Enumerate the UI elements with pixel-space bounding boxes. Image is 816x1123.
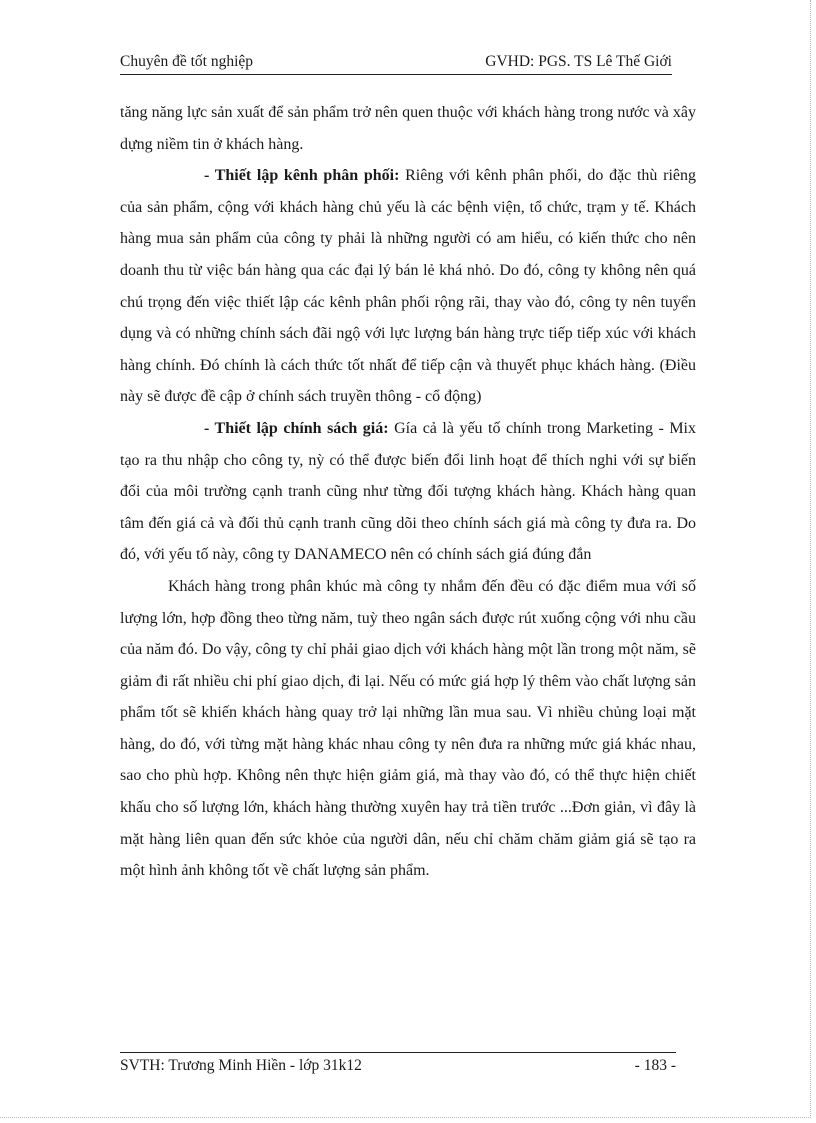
body-text xyxy=(120,97,696,887)
paragraph-distribution xyxy=(120,160,696,413)
paragraph-pricing xyxy=(120,413,696,571)
page-header xyxy=(120,52,672,74)
pricing-heading: - Thiết lập chính sách giá: xyxy=(204,419,389,437)
distribution-heading: - Thiết lập kênh phân phối: xyxy=(204,167,400,185)
page-number: - 183 - xyxy=(634,1057,676,1074)
header-advisor: GVHD: PGS. TS Lê Thế Giới xyxy=(485,53,672,70)
footer-rule xyxy=(120,1052,676,1053)
page-footer xyxy=(120,1052,676,1078)
distribution-text: Riêng với kênh phân phối, do đặc thù riêng của sản phẩm, cộng với khách hàng chủ yếu là các bệnh viện, tổ chức, trạm y tế. Khách hàng mua sản phẩm của công ty phải là những người có am hiểu, có kiến thức cho nên doanh thu từ việc bán hàng qua các đại lý bán lẻ khá nhỏ. Do đó, công ty không nên quá chú trọng đến việc thiết lập các kênh phân phối rộng rãi, thay vào đó, công ty nên tuyển dụng và có những chính sách đãi ngộ với lực lượng bán hàng trực tiếp tiếp xúc với khách hàng chính. Đó chính là cách thức tốt nhất để tiếp cận và thuyết phục khách hàng. (Điều này sẽ được đề cập ở chính sách truyền thông - cổ động) xyxy=(120,167,697,406)
header-document-title: Chuyên đề tốt nghiệp xyxy=(120,53,254,70)
paragraph-1: tăng năng lực sản xuất để sản phẩm trở nên quen thuộc với khách hàng trong nước và xây dựng niềm tin ở khách hàng. xyxy=(120,104,696,153)
paragraph-customers: Khách hàng trong phân khúc mà công ty nhắm đến đều có đặc điểm mua với số lượng lớn, hợp đồng theo từng năm, tuỳ theo ngân sách được rút xuống cộng với nhu cầu của năm đó. Do vậy, công ty chỉ phải giao dịch với khách hàng một lần trong một năm, sẽ giảm đi rất nhiều chi phí giao dịch, đi lại. Nếu có mức giá hợp lý thêm vào chất lượng sản phẩm tốt sẽ khiến khách hàng quay trở lại những lần mua sau. Vì nhiều chủng loại mặt hàng, do đó, với từng mặt hàng khác nhau công ty nên đưa ra những mức giá khác nhau, sao cho phù hợp. Không nên thực hiện giảm giá, mà thay vào đó, có thể thực hiện chiết khấu cho số lượng lớn, khách hàng thường xuyên hay trả tiền trước ...Đơn giản, vì đây là mặt hàng liên quan đến sức khỏe của người dân, nếu chỉ chăm chăm giảm giá sẽ tạo ra một hình ảnh không tốt về chất lượng sản phẩm. xyxy=(120,577,696,880)
header-rule xyxy=(120,74,672,75)
footer-student: SVTH: Trương Minh Hiền - lớp 31k12 xyxy=(120,1057,362,1074)
pricing-text: Gía cả là yếu tố chính trong Marketing - Mix tạo ra thu nhập cho công ty, nỳ có thể được biến đổi linh hoạt để thích nghi với sự biến đổi của môi trường cạnh tranh cũng như từng đối tượng khách hàng. Khách hàng quan tâm đến giá cả và đối thủ cạnh tranh cũng dõi theo chính sách giá mà công ty đưa ra. Do đó, với yếu tố này, công ty DANAMECO nên có chính sách giá đúng đắn xyxy=(120,419,696,564)
